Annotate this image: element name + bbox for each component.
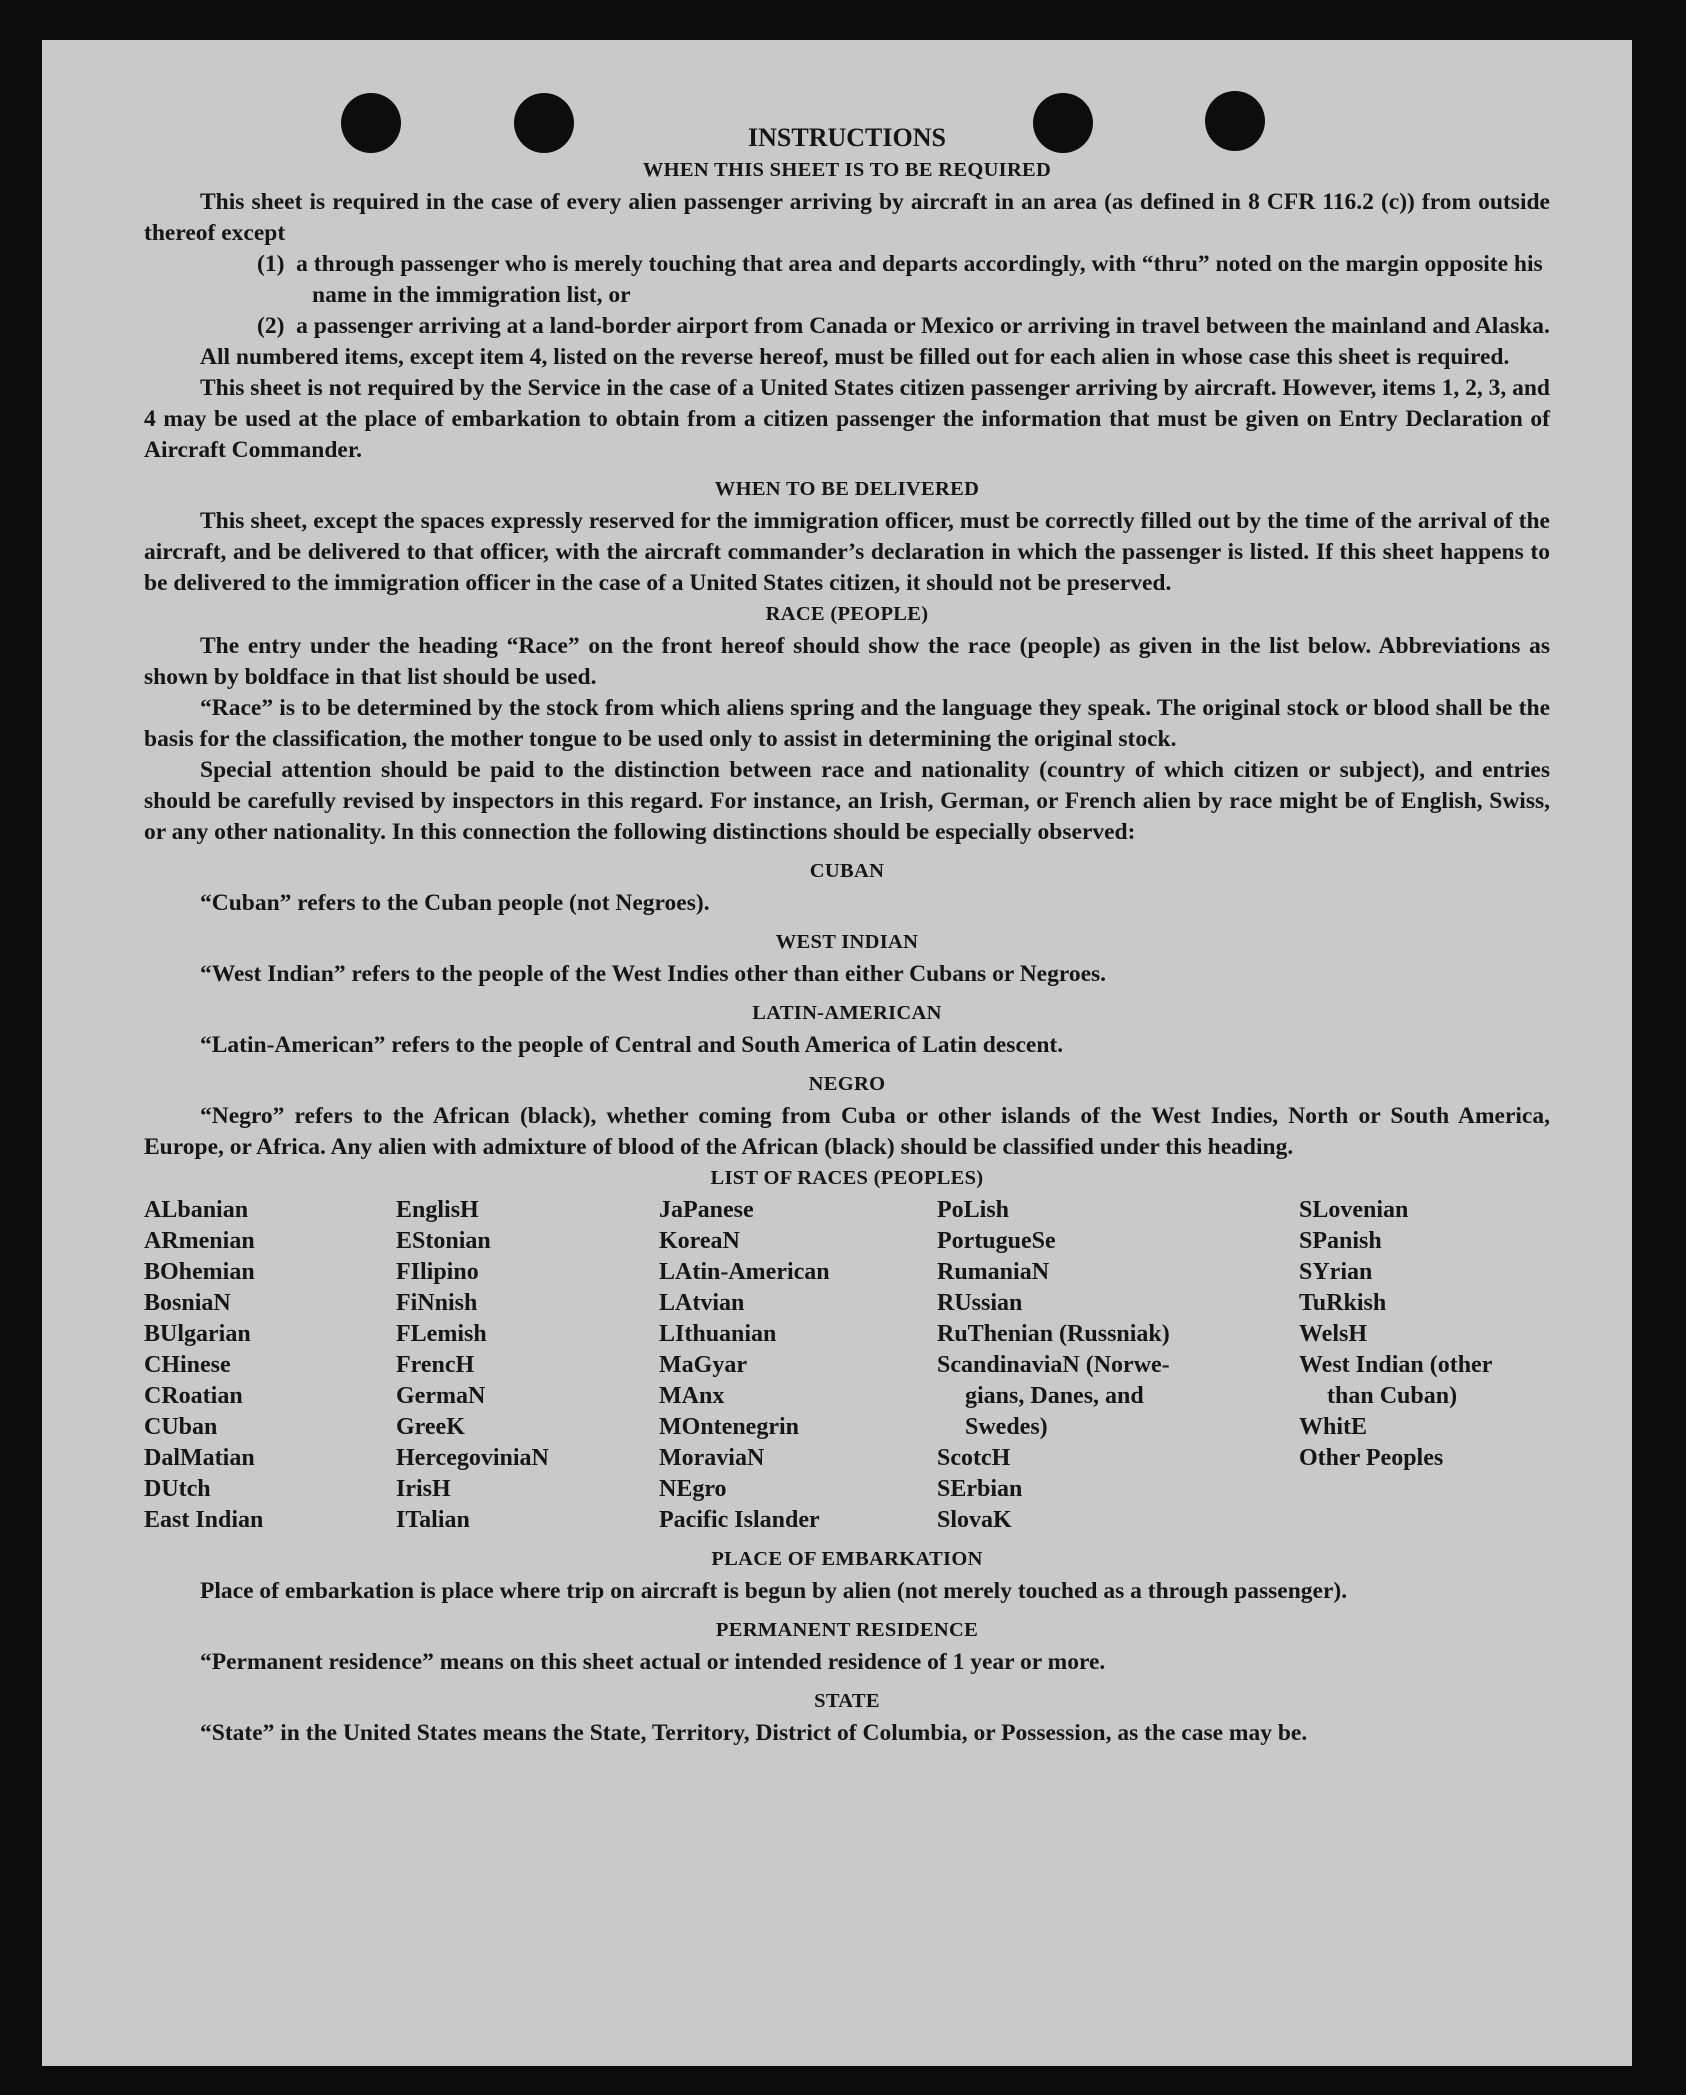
paragraph: “West Indian” refers to the people of the West Indies other than either Cubans or Negroes. — [200, 961, 1107, 987]
race-entry: RumaniaN — [937, 1259, 1050, 1285]
race-entry: Pacific Islander — [659, 1507, 820, 1533]
paragraph: “Race” is to be determined by the stock from which aliens spring and the language they speak. The original stock or blood shall be the basis for the classification, the mother tongue to be used only to assist in determining the original stock. — [144, 695, 1550, 752]
paragraph: “Cuban” refers to the Cuban people (not Negroes). — [200, 890, 710, 916]
race-entry: TuRkish — [1299, 1290, 1387, 1316]
paragraph: The entry under the heading “Race” on the front hereof should show the race (people) as given in the list below. Abbreviations as shown by boldface in that list should be used. — [144, 633, 1550, 690]
section-heading-embarkation: PLACE OF EMBARKATION — [711, 1548, 983, 1570]
section-heading-race: RACE (PEOPLE) — [765, 603, 929, 625]
race-column — [659, 1195, 937, 1536]
item-number: (1) — [257, 251, 285, 277]
paragraph: “Negro” refers to the African (black), whether coming from Cuba or other islands of the West Indies, North or South America, Europe, or Africa. Any alien with admixture of blood of the African (black) should be classified under this heading. — [144, 1103, 1550, 1160]
section-heading-cuban: CUBAN — [809, 860, 885, 882]
race-entry: GermaN — [396, 1383, 486, 1409]
section-heading-latin-american: LATIN-AMERICAN — [752, 1002, 942, 1024]
race-entry-continuation: than Cuban) — [1327, 1383, 1458, 1409]
race-entry: ITalian — [396, 1507, 470, 1533]
race-entry: WelsH — [1299, 1321, 1368, 1347]
race-column — [937, 1195, 1299, 1536]
list-item — [257, 249, 1550, 311]
page-title: INSTRUCTIONS — [748, 123, 946, 152]
race-column — [396, 1195, 659, 1536]
race-entry: ScotcH — [937, 1445, 1011, 1471]
race-column — [1299, 1195, 1550, 1536]
race-entry: LAtvian — [659, 1290, 745, 1316]
section-heading-west-indian: WEST INDIAN — [775, 931, 919, 953]
race-entry: IrisH — [396, 1476, 451, 1502]
race-entry: PoLish — [937, 1197, 1010, 1223]
race-entry-continuation: gians, Danes, and — [965, 1383, 1144, 1409]
race-entry: PortugueSe — [937, 1228, 1056, 1254]
race-entry: JaPanese — [659, 1197, 754, 1223]
paragraph: This sheet is not required by the Service in the case of a United States citizen passenger arriving by aircraft. However, items 1, 2, 3, and 4 may be used at the place of embarkation to obtain from a citizen passenger the information that must be given on Entry Declaration of Aircraft Commander. — [144, 375, 1550, 463]
race-entry: SErbian — [937, 1476, 1023, 1502]
race-entry: HercegoviniaN — [396, 1445, 549, 1471]
race-entry: West Indian (other — [1299, 1352, 1493, 1378]
race-entry: LIthuanian — [659, 1321, 777, 1347]
paragraph: Place of embarkation is place where trip on aircraft is begun by alien (not merely touched as a through passenger). — [200, 1578, 1348, 1604]
race-entry: East Indian — [144, 1507, 264, 1533]
race-entry: EStonian — [396, 1228, 491, 1254]
race-entry: BOhemian — [144, 1259, 255, 1285]
paragraph: This sheet is required in the case of every alien passenger arriving by aircraft in an area (as defined in 8 CFR 116.2 (c)) from outside thereof except — [144, 189, 1550, 246]
race-entry: WhitE — [1299, 1414, 1368, 1440]
item-number: (2) — [257, 313, 285, 339]
race-entry: DUtch — [144, 1476, 211, 1502]
race-entry: SLovenian — [1299, 1197, 1409, 1223]
race-entry: ALbanian — [144, 1197, 249, 1223]
race-entry: MoraviaN — [659, 1445, 765, 1471]
race-entry: GreeK — [396, 1414, 465, 1440]
item-text: a passenger arriving at a land-border airport from Canada or Mexico or arriving in travel between the mainland and Alaska. — [296, 313, 1550, 339]
race-entry: CRoatian — [144, 1383, 243, 1409]
race-entry: SPanish — [1299, 1228, 1382, 1254]
section-heading-when-delivered: WHEN TO BE DELIVERED — [714, 478, 980, 500]
list-item — [257, 311, 1550, 342]
paragraph: “Permanent residence” means on this sheet actual or intended residence of 1 year or more. — [200, 1649, 1106, 1675]
race-entry: ScandinaviaN (Norwe- — [937, 1352, 1170, 1378]
race-entry: FIlipino — [396, 1259, 479, 1285]
race-entry: CUban — [144, 1414, 218, 1440]
document-page — [42, 40, 1632, 2066]
race-entry: SYrian — [1299, 1259, 1373, 1285]
paragraph: All numbered items, except item 4, listed on the reverse hereof, must be filled out for each alien in whose case this sheet is required. — [200, 344, 1510, 370]
section-heading-state: STATE — [814, 1690, 880, 1712]
race-entry: MaGyar — [659, 1352, 747, 1378]
race-entry: LAtin-American — [659, 1259, 830, 1285]
race-list — [144, 1195, 1550, 1536]
race-entry: Other Peoples — [1299, 1445, 1444, 1471]
race-column — [144, 1195, 396, 1536]
section-heading-negro: NEGRO — [808, 1073, 886, 1095]
section-heading-when-required: WHEN THIS SHEET IS TO BE REQUIRED — [642, 159, 1052, 181]
race-entry: FrencH — [396, 1352, 475, 1378]
race-entry: CHinese — [144, 1352, 231, 1378]
race-entry: MAnx — [659, 1383, 725, 1409]
race-entry: BosniaN — [144, 1290, 231, 1316]
section-heading-list-of-races: LIST OF RACES (PEOPLES) — [710, 1167, 984, 1189]
instructions-content — [144, 122, 1550, 1749]
paragraph: “Latin-American” refers to the people of Central and South America of Latin descent. — [200, 1032, 1064, 1058]
item-text: a through passenger who is merely touching that area and departs accordingly, with “thru” noted on the margin opposite his name in the immigration list, or — [296, 251, 1543, 308]
race-entry: SlovaK — [937, 1507, 1012, 1533]
paragraph: “State” in the United States means the State, Territory, District of Columbia, or Possession, as the case may be. — [200, 1720, 1308, 1746]
section-heading-residence: PERMANENT RESIDENCE — [715, 1619, 979, 1641]
race-entry: RuThenian (Russniak) — [937, 1321, 1170, 1347]
race-entry: NEgro — [659, 1476, 727, 1502]
race-entry-continuation: Swedes) — [965, 1414, 1048, 1440]
race-entry: ARmenian — [144, 1228, 255, 1254]
race-entry: BUlgarian — [144, 1321, 251, 1347]
race-entry: EnglisH — [396, 1197, 479, 1223]
race-entry: FLemish — [396, 1321, 487, 1347]
race-entry: DalMatian — [144, 1445, 255, 1471]
race-entry: MOntenegrin — [659, 1414, 799, 1440]
race-entry: KoreaN — [659, 1228, 740, 1254]
race-entry: FiNnish — [396, 1290, 478, 1316]
paragraph: Special attention should be paid to the distinction between race and nationality (country of which citizen or subject), and entries should be carefully revised by inspectors in this regard. For instance, an Irish, German, or French alien by race might be of English, Swiss, or any other nationality. In this connection the following distinctions should be especially observed: — [144, 757, 1550, 845]
paragraph: This sheet, except the spaces expressly reserved for the immigration officer, must be correctly filled out by the time of the arrival of the aircraft, and be delivered to that officer, with the aircraft commander’s declaration in which the passenger is listed. If this sheet happens to be delivered to the immigration officer in the case of a United States citizen, it should not be preserved. — [144, 508, 1550, 596]
race-entry: RUssian — [937, 1290, 1023, 1316]
